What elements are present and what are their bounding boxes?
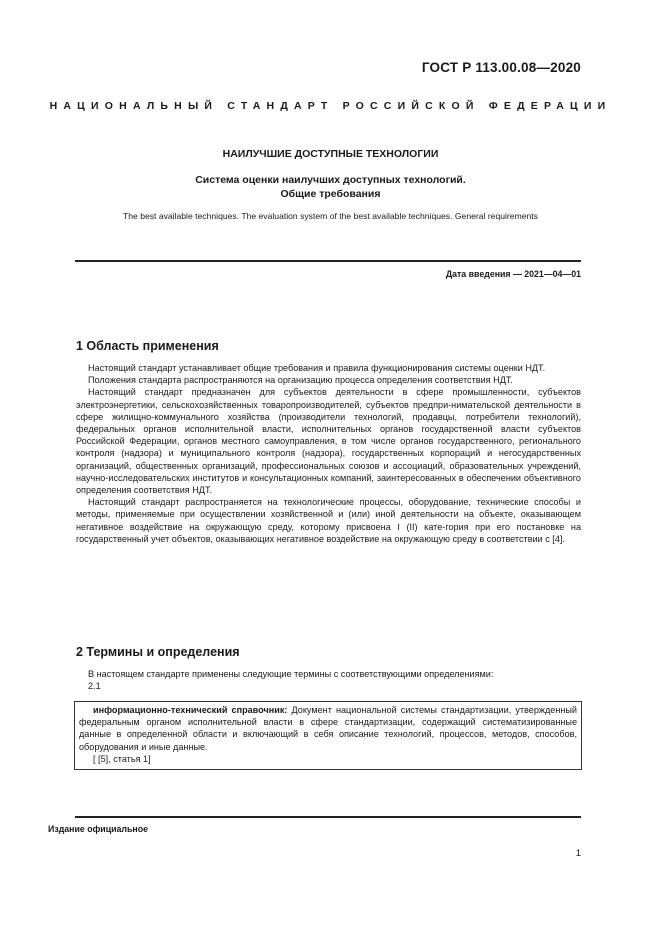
header-divider — [75, 260, 581, 262]
term-definition-box — [74, 701, 582, 770]
term-definition — [79, 704, 577, 753]
section-1-paragraph: Настоящий стандарт распространяется на технологические процессы, оборудование, технические способы и методы, применяемые при осуществлении хозяйственной и (или) иной деятельности на объекте, оказывающем негативное воздействие на окружающую среду, которому присвоена I (II) кате-гория при его постановке на государственный учет объектов, оказывающих негативное воздействие на окружающую среду в соответствии с [4]. — [76, 497, 581, 544]
term-definition-text: Документ национальной системы стандартизации, утвержденный федеральным органом исполнительной власти в сфере стандартизации, содержащий систематизированные данные в определенной области и включающий в себя описание технологий, процессов, методов, способов, оборудования и иные данные. — [79, 705, 577, 752]
page-number: 1 — [575, 848, 581, 859]
section-1-paragraph: Настоящий стандарт устанавливает общие требования и правила функционирования системы оценки НДТ. — [88, 363, 546, 373]
subtitle-line-2: Общие требования — [280, 188, 381, 200]
document-number: ГОСТ Р 113.00.08—2020 — [421, 60, 581, 75]
footer-divider — [75, 816, 581, 818]
official-edition-label: Издание официальное — [48, 824, 148, 834]
document-subtitle — [48, 173, 613, 201]
term-name: информационно-технический справочник: — [93, 705, 288, 715]
section-1-paragraph: Положения стандарта распространяются на организацию процесса определения соответствия НДТ. — [88, 375, 513, 386]
section-1-body — [76, 362, 581, 545]
section-1-heading: 1 Область применения — [76, 339, 219, 353]
introduction-date: Дата введения — 2021—04—01 — [445, 269, 581, 279]
english-title: The best available techniques. The evaluation system of the best available techniques. General requirements — [123, 211, 538, 221]
document-title: НАИЛУЧШИЕ ДОСТУПНЫЕ ТЕХНОЛОГИИ — [222, 148, 439, 160]
section-2-intro — [76, 668, 581, 692]
section-2-intro-text: В настоящем стандарте применены следующие термины с соответствующими определениями: — [88, 669, 494, 679]
subtitle-line-1: Система оценки наилучших доступных технологий. — [195, 174, 466, 186]
section-1-paragraph: Настоящий стандарт предназначен для субъектов деятельности в сфере промышленности, субъектов электроэнергетики, сельскохозяйственных товаропроизводителей, субъектов предпри-нимательской деятельности в сфере жилищно-коммунального хозяйства (производители технологий, продавцы, потребители технологий), федеральных органов исполнительной власти, исполнительных органов государственной власти субъектов Российской Федерации, органов местного самоуправления, в том числе органов государственного, регионального контроля (надзора) и муниципального контроля (надзора), государственных корпораций и негосударственных организаций, общественных организаций, профессиональных союзов и ассоциаций, образовательных учреждений, научно-исследовательских институтов и консультационных компаний, заинтересованных в обеспечении объективного определения соответствия НДТ. — [76, 387, 581, 496]
national-standard-heading: НАЦИОНАЛЬНЫЙ СТАНДАРТ РОССИЙСКОЙ ФЕДЕРАЦИИ — [49, 100, 612, 112]
term-source: [ [5], статья 1] — [93, 753, 151, 764]
term-number: 2.1 — [88, 681, 101, 692]
section-2-heading: 2 Термины и определения — [76, 645, 240, 659]
